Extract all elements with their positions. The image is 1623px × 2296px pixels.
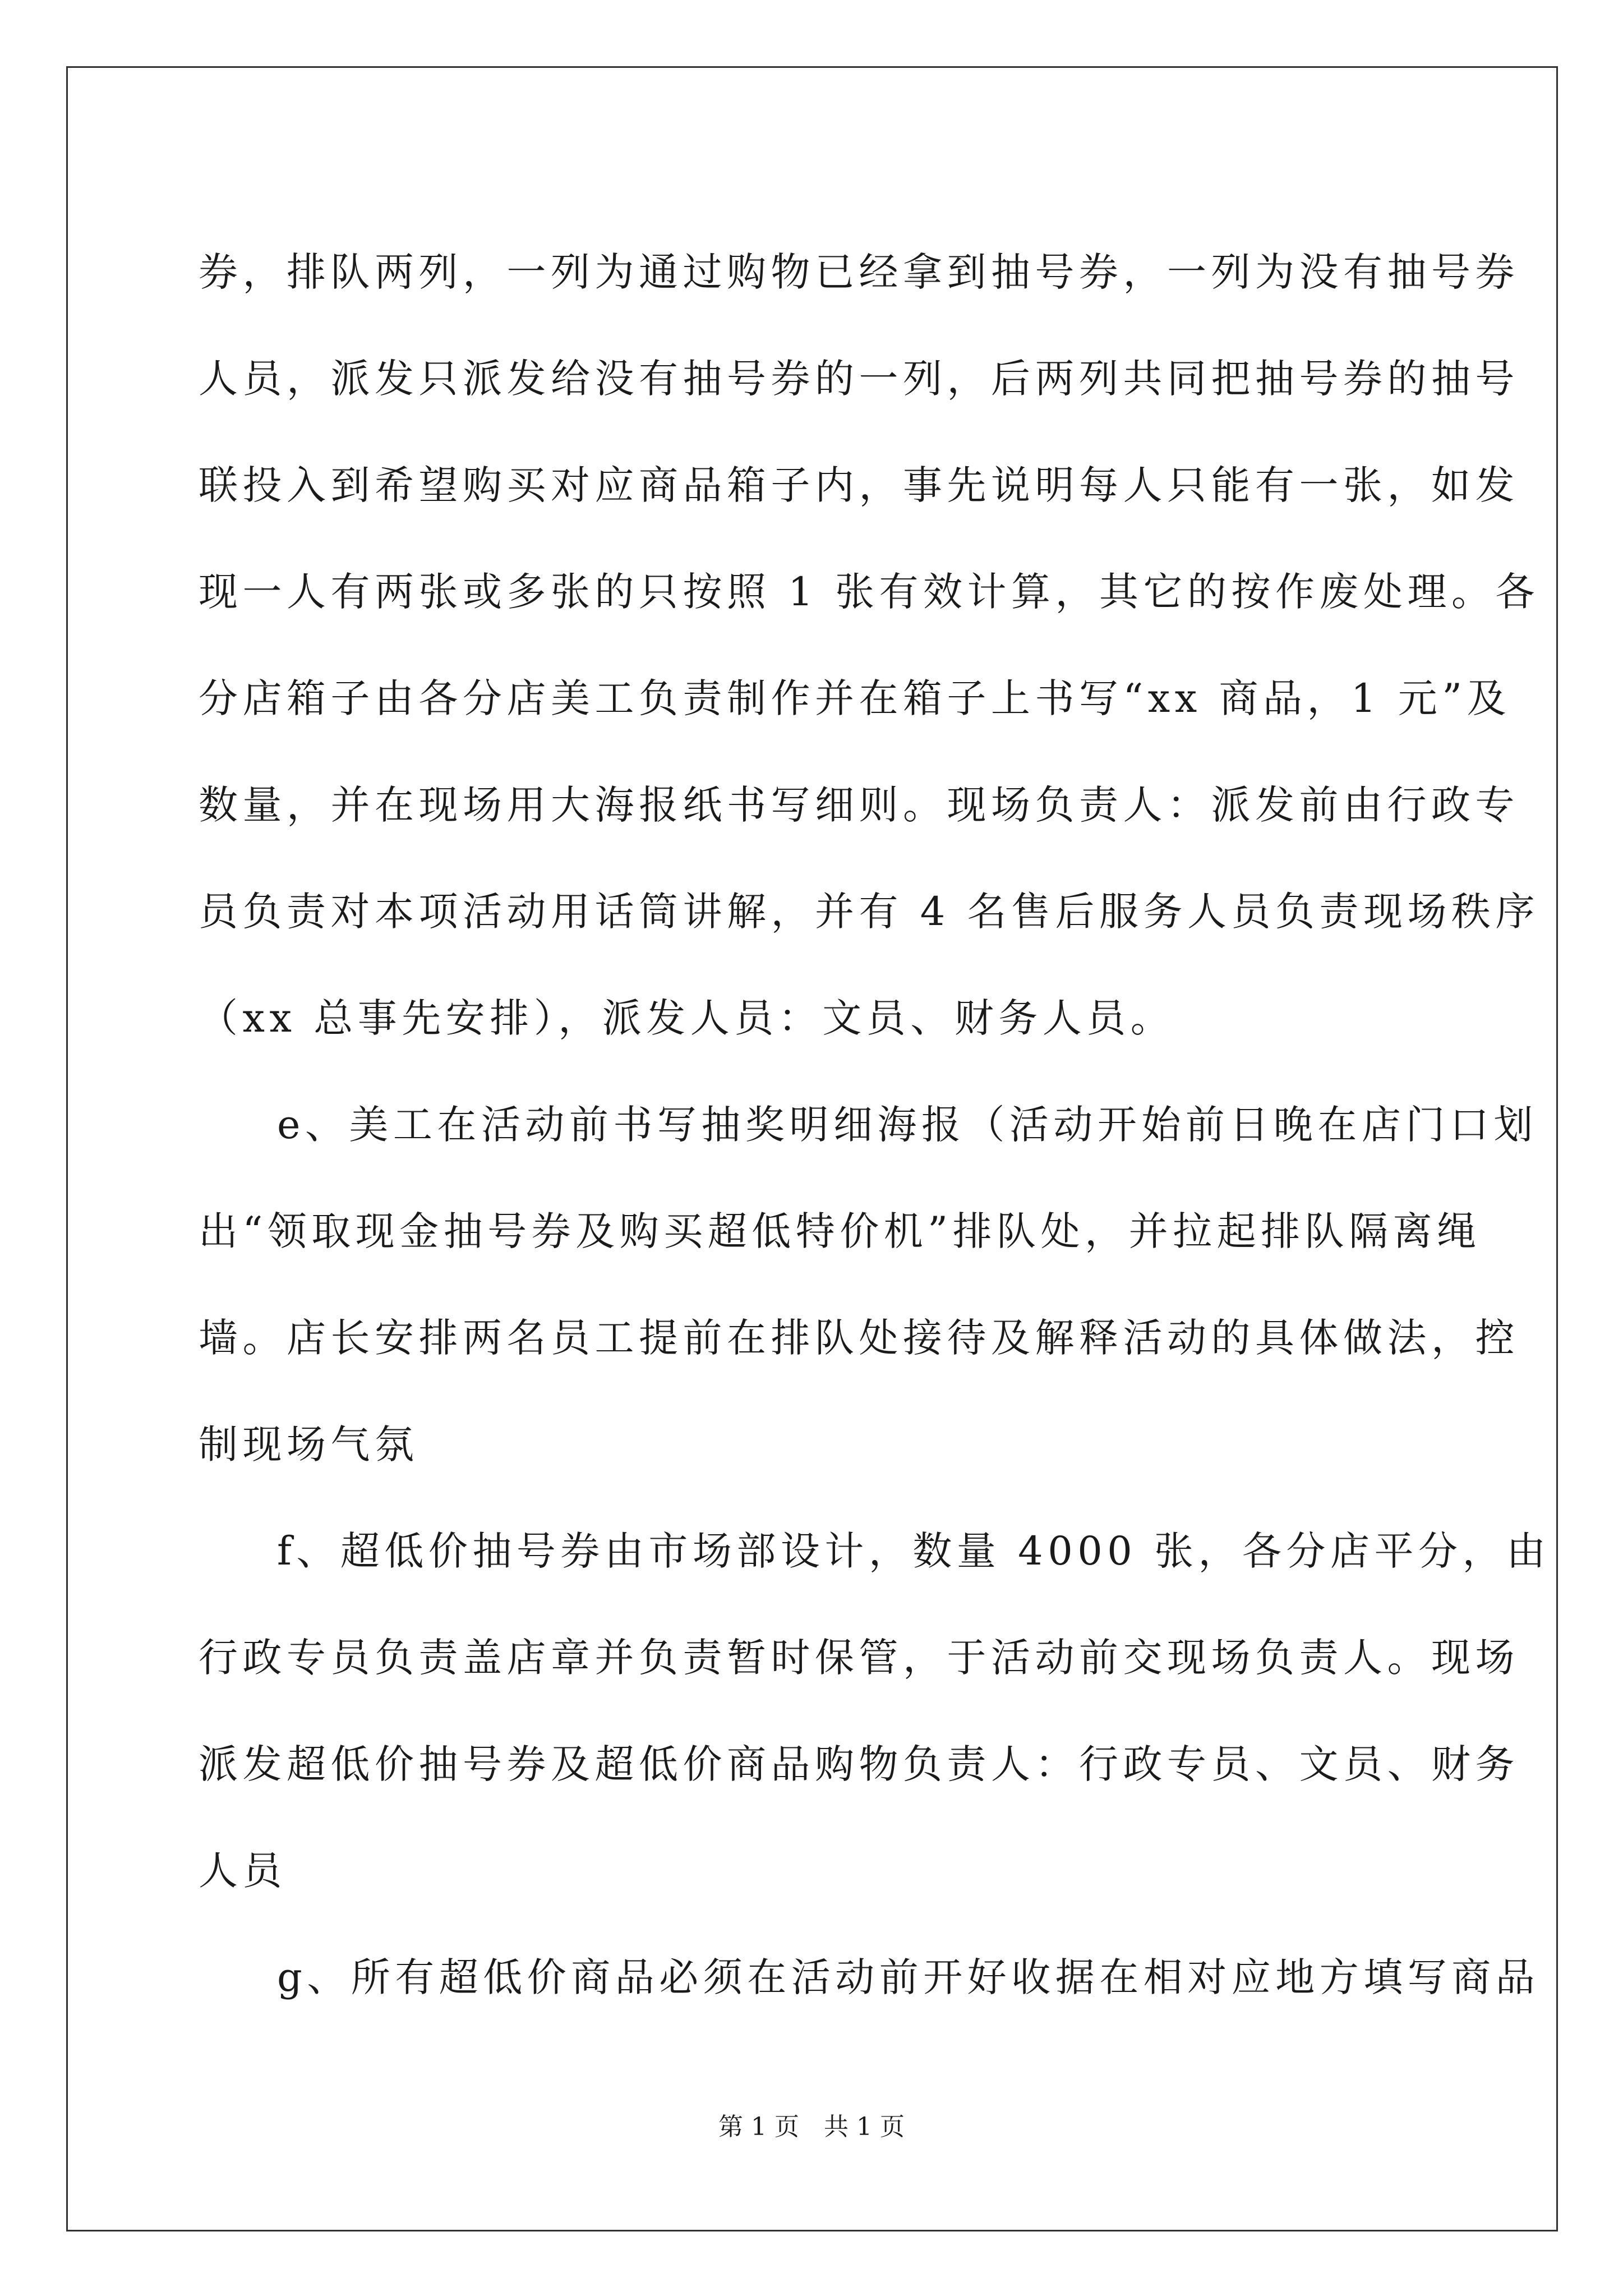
text-line: 行政专员负责盖店章并负责暂时保管，于活动前交现场负责人。现场 — [199, 1635, 1519, 1681]
text-line: 员负责对本项活动用话筒讲解，并有 4 名售后服务人员负责现场秩序 — [199, 889, 1540, 935]
text-line: 联投入到希望购买对应商品箱子内，事先说明每人只能有一张，如发 — [199, 462, 1519, 508]
text-line: 人员，派发只派发给没有抽号券的一列，后两列共同把抽号券的抽号 — [199, 356, 1519, 402]
text-line: 分店箱子由各分店美工负责制作并在箱子上书写“xx 商品，1 元”及 — [199, 675, 1511, 721]
text-line: 人员 — [199, 1848, 287, 1894]
text-line: 券，排队两列，一列为通过购物已经拿到抽号券，一列为没有抽号券 — [199, 249, 1519, 295]
text-line: 出“领取现金抽号券及购买超低特价机”排队处，并拉起排队隔离绳 — [199, 1208, 1481, 1254]
paragraph-e-first-line: e、美工在活动前书写抽奖明细海报（活动开始前日晚在店门口划 — [277, 1102, 1538, 1148]
text-line: 制现场气氛 — [199, 1421, 419, 1467]
text-line: 派发超低价抽号券及超低价商品购物负责人：行政专员、文员、财务 — [199, 1741, 1519, 1787]
paragraph-f-first-line: f、超低价抽号券由市场部设计，数量 4000 张，各分店平分，由 — [277, 1528, 1551, 1574]
paragraph-g-first-line: g、所有超低价商品必须在活动前开好收据在相对应地方填写商品 — [277, 1954, 1540, 2000]
text-line: 数量，并在现场用大海报纸书写细则。现场负责人：派发前由行政专 — [199, 782, 1519, 828]
text-line: （xx 总事先安排），派发人员：文员、财务人员。 — [199, 995, 1175, 1041]
page-footer: 第 1 页 共 1 页 — [718, 2113, 905, 2141]
text-line: 墙。店长安排两名员工提前在排队处接待及解释活动的具体做法，控 — [199, 1315, 1519, 1361]
text-line: 现一人有两张或多张的只按照 1 张有效计算，其它的按作废处理。各 — [199, 569, 1540, 615]
document-body — [199, 219, 1551, 2031]
